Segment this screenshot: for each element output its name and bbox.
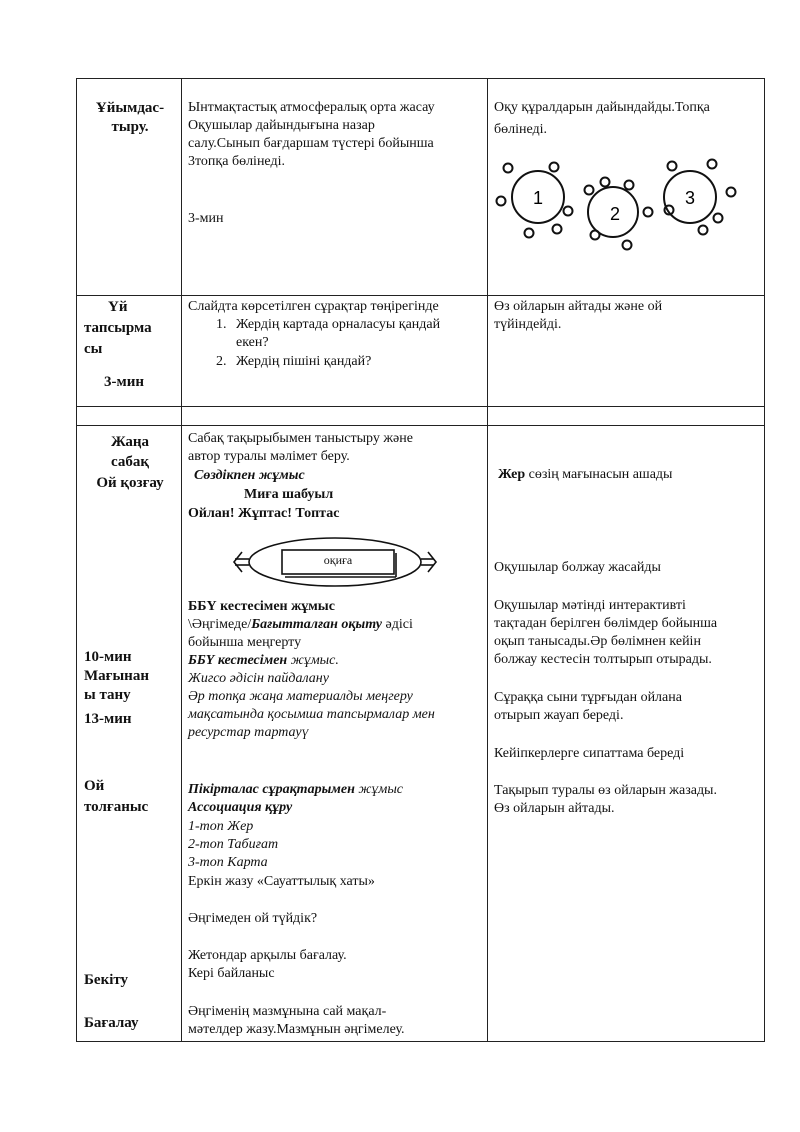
teacher-text-line: мәтелдер жазу.Мазмұнын әңгімелеу. <box>188 1022 405 1037</box>
stage-label-line: тыру. <box>111 119 149 135</box>
group-3-circle <box>664 160 736 235</box>
teacher-text-line: салу.Сынып бағдаршам түстері бойынша <box>188 136 434 151</box>
stage-label-line: тапсырма <box>84 320 152 336</box>
stage-label-new-lesson: сабақ <box>111 454 149 470</box>
student-text-line: тақтадан берілген бөлімдер бойынша <box>494 616 718 631</box>
row-divider-2 <box>76 406 765 407</box>
student-text-line: Өз ойларын айтады және ой <box>494 299 663 314</box>
group-topic: 1-топ Жер <box>188 819 254 834</box>
table-border-top <box>76 78 765 79</box>
group-2-number: 2 <box>609 204 621 224</box>
question-number: 2. <box>216 354 227 369</box>
student-text-line: Оқушылар болжау жасайды <box>494 560 661 575</box>
event-label: оқиға <box>323 553 353 567</box>
keyword-rest: сөзің мағынасын ашады <box>525 467 673 482</box>
question-text: екен? <box>236 335 269 350</box>
teacher-text-line: мақсатында қосымша тапсырмалар мен <box>188 707 435 722</box>
stage-label-reflection: Ой <box>84 778 105 794</box>
row-divider-1 <box>76 295 765 296</box>
debate-bold: Пікірталас сұрақтарымен <box>188 782 355 797</box>
story-prefix: \Әңгімеде/ <box>188 617 252 632</box>
teacher-text-line: бойынша меңгерту <box>188 635 302 650</box>
teacher-text-line: Сабақ тақырыбымен таныстыру және <box>188 431 413 446</box>
student-text-line <box>498 466 672 484</box>
group-topic: 3-топ Карта <box>188 855 268 870</box>
student-text-line: отырып жауап береді. <box>494 708 624 723</box>
student-text-line: болжау кестесін толтырып отырады. <box>494 652 712 667</box>
student-text-line: бөлінеді. <box>494 122 548 137</box>
stage-label-realization: Мағынан <box>84 668 149 684</box>
teacher-text-line: Әр топқа жаңа материалды меңгеру <box>188 689 413 704</box>
stage-label-time: 10-мин <box>84 649 132 665</box>
stage-label-time: 13-мин <box>84 711 132 727</box>
story-suffix: әдісі <box>382 617 413 632</box>
group-topic: 2-топ Табиғат <box>188 837 279 852</box>
timing-text: 3-мин <box>188 211 224 226</box>
stage-label-realization: ы тану <box>84 687 131 703</box>
stage-label-line: 3-мин <box>104 374 144 390</box>
stage-label-new-lesson: Жаңа <box>110 434 150 450</box>
stage-label-assessment: Бағалау <box>84 1015 139 1031</box>
student-text-line: Кейіпкерлерге сипаттама береді <box>494 746 685 761</box>
homework-intro: Слайдта көрсетілген сұрақтар төңірегінде <box>188 299 439 314</box>
question-text: Жердің картада орналасуы қандай <box>236 317 441 332</box>
kwl-bold: ББҮ кестесімен <box>188 653 288 668</box>
stage-label-organizing <box>82 99 178 137</box>
student-text-line: түйіндейді. <box>494 317 562 332</box>
question-number: 1. <box>216 317 227 332</box>
student-text-line: Оқу құралдарын дайындайды.Топқа <box>494 100 710 115</box>
student-text-line: Оқушылар мәтінді интерактивті <box>494 598 686 613</box>
student-text-line: Өз ойларын айтады. <box>494 801 615 816</box>
kwl-rest: жұмыс. <box>287 653 339 668</box>
student-text-line: Тақырып туралы өз ойларын жазады. <box>494 783 717 798</box>
stage-label-evocation: Ой қозғау <box>96 475 164 491</box>
stage-label-line: Үй <box>108 299 128 315</box>
vocabulary-task: Сөздікпен жұмыс <box>194 468 305 483</box>
free-writing-task: Еркін жазу «Сауаттылық хаты» <box>188 874 375 889</box>
group-circles-diagram <box>488 150 764 260</box>
debate-rest: жұмыс <box>354 782 404 797</box>
stage-label-line: Ұйымдас- <box>95 100 165 116</box>
teacher-text-line: Әңгіменің мазмұнына сай мақал- <box>188 1004 387 1019</box>
teacher-text-line: ресурстар тартауү <box>188 725 309 740</box>
brainstorm-task: Миға шабуыл <box>244 487 334 502</box>
teacher-text-line: Ынтмақтастық атмосфералық орта жасау <box>188 100 435 115</box>
token-assessment: Жетондар арқылы бағалау. <box>188 948 347 963</box>
teacher-text-line: 3топқа бөлінеді. <box>188 154 285 169</box>
stage-label-homework <box>80 298 180 392</box>
question-text: Жердің пішіні қандай? <box>236 354 372 369</box>
table-border-left <box>76 78 77 1041</box>
group-3-number: 3 <box>684 188 696 208</box>
column-divider-1 <box>181 78 182 1041</box>
story-method-line <box>188 616 413 634</box>
guided-learning-method: Бағытталған оқыту <box>251 617 382 632</box>
student-text-line: оқып танысады.Әр бөлімнен кейін <box>494 634 701 649</box>
association-task: Ассоциация құру <box>188 800 293 815</box>
row-divider-3 <box>76 425 765 426</box>
jigsaw-method: Жигсо әдісін пайдалану <box>188 671 329 686</box>
kwl-table-line <box>188 652 339 670</box>
student-text-line: Сұраққа сыни тұрғыдан ойлана <box>494 690 682 705</box>
keyword-earth: Жер <box>498 467 526 482</box>
conclusion-question: Әңгімеден ой түйдік? <box>188 911 318 926</box>
table-border-right <box>764 78 765 1041</box>
stage-label-reflection: толғаныс <box>84 799 149 815</box>
kwl-table-task: ББҮ кестесімен жұмыс <box>188 599 335 614</box>
stage-label-line: сы <box>84 341 103 357</box>
stage-label-consolidation: Бекіту <box>84 972 129 988</box>
table-border-bottom <box>76 1041 765 1042</box>
teacher-text-line: автор туралы мәлімет беру. <box>188 449 350 464</box>
feedback-task: Кері байланыс <box>188 966 275 981</box>
teacher-text-line: Оқушылар дайындығына назар <box>188 118 375 133</box>
debate-questions-line <box>188 781 403 799</box>
group-1-number: 1 <box>532 188 544 208</box>
think-pair-share: Ойлан! Жұптас! Топтас <box>188 506 340 521</box>
